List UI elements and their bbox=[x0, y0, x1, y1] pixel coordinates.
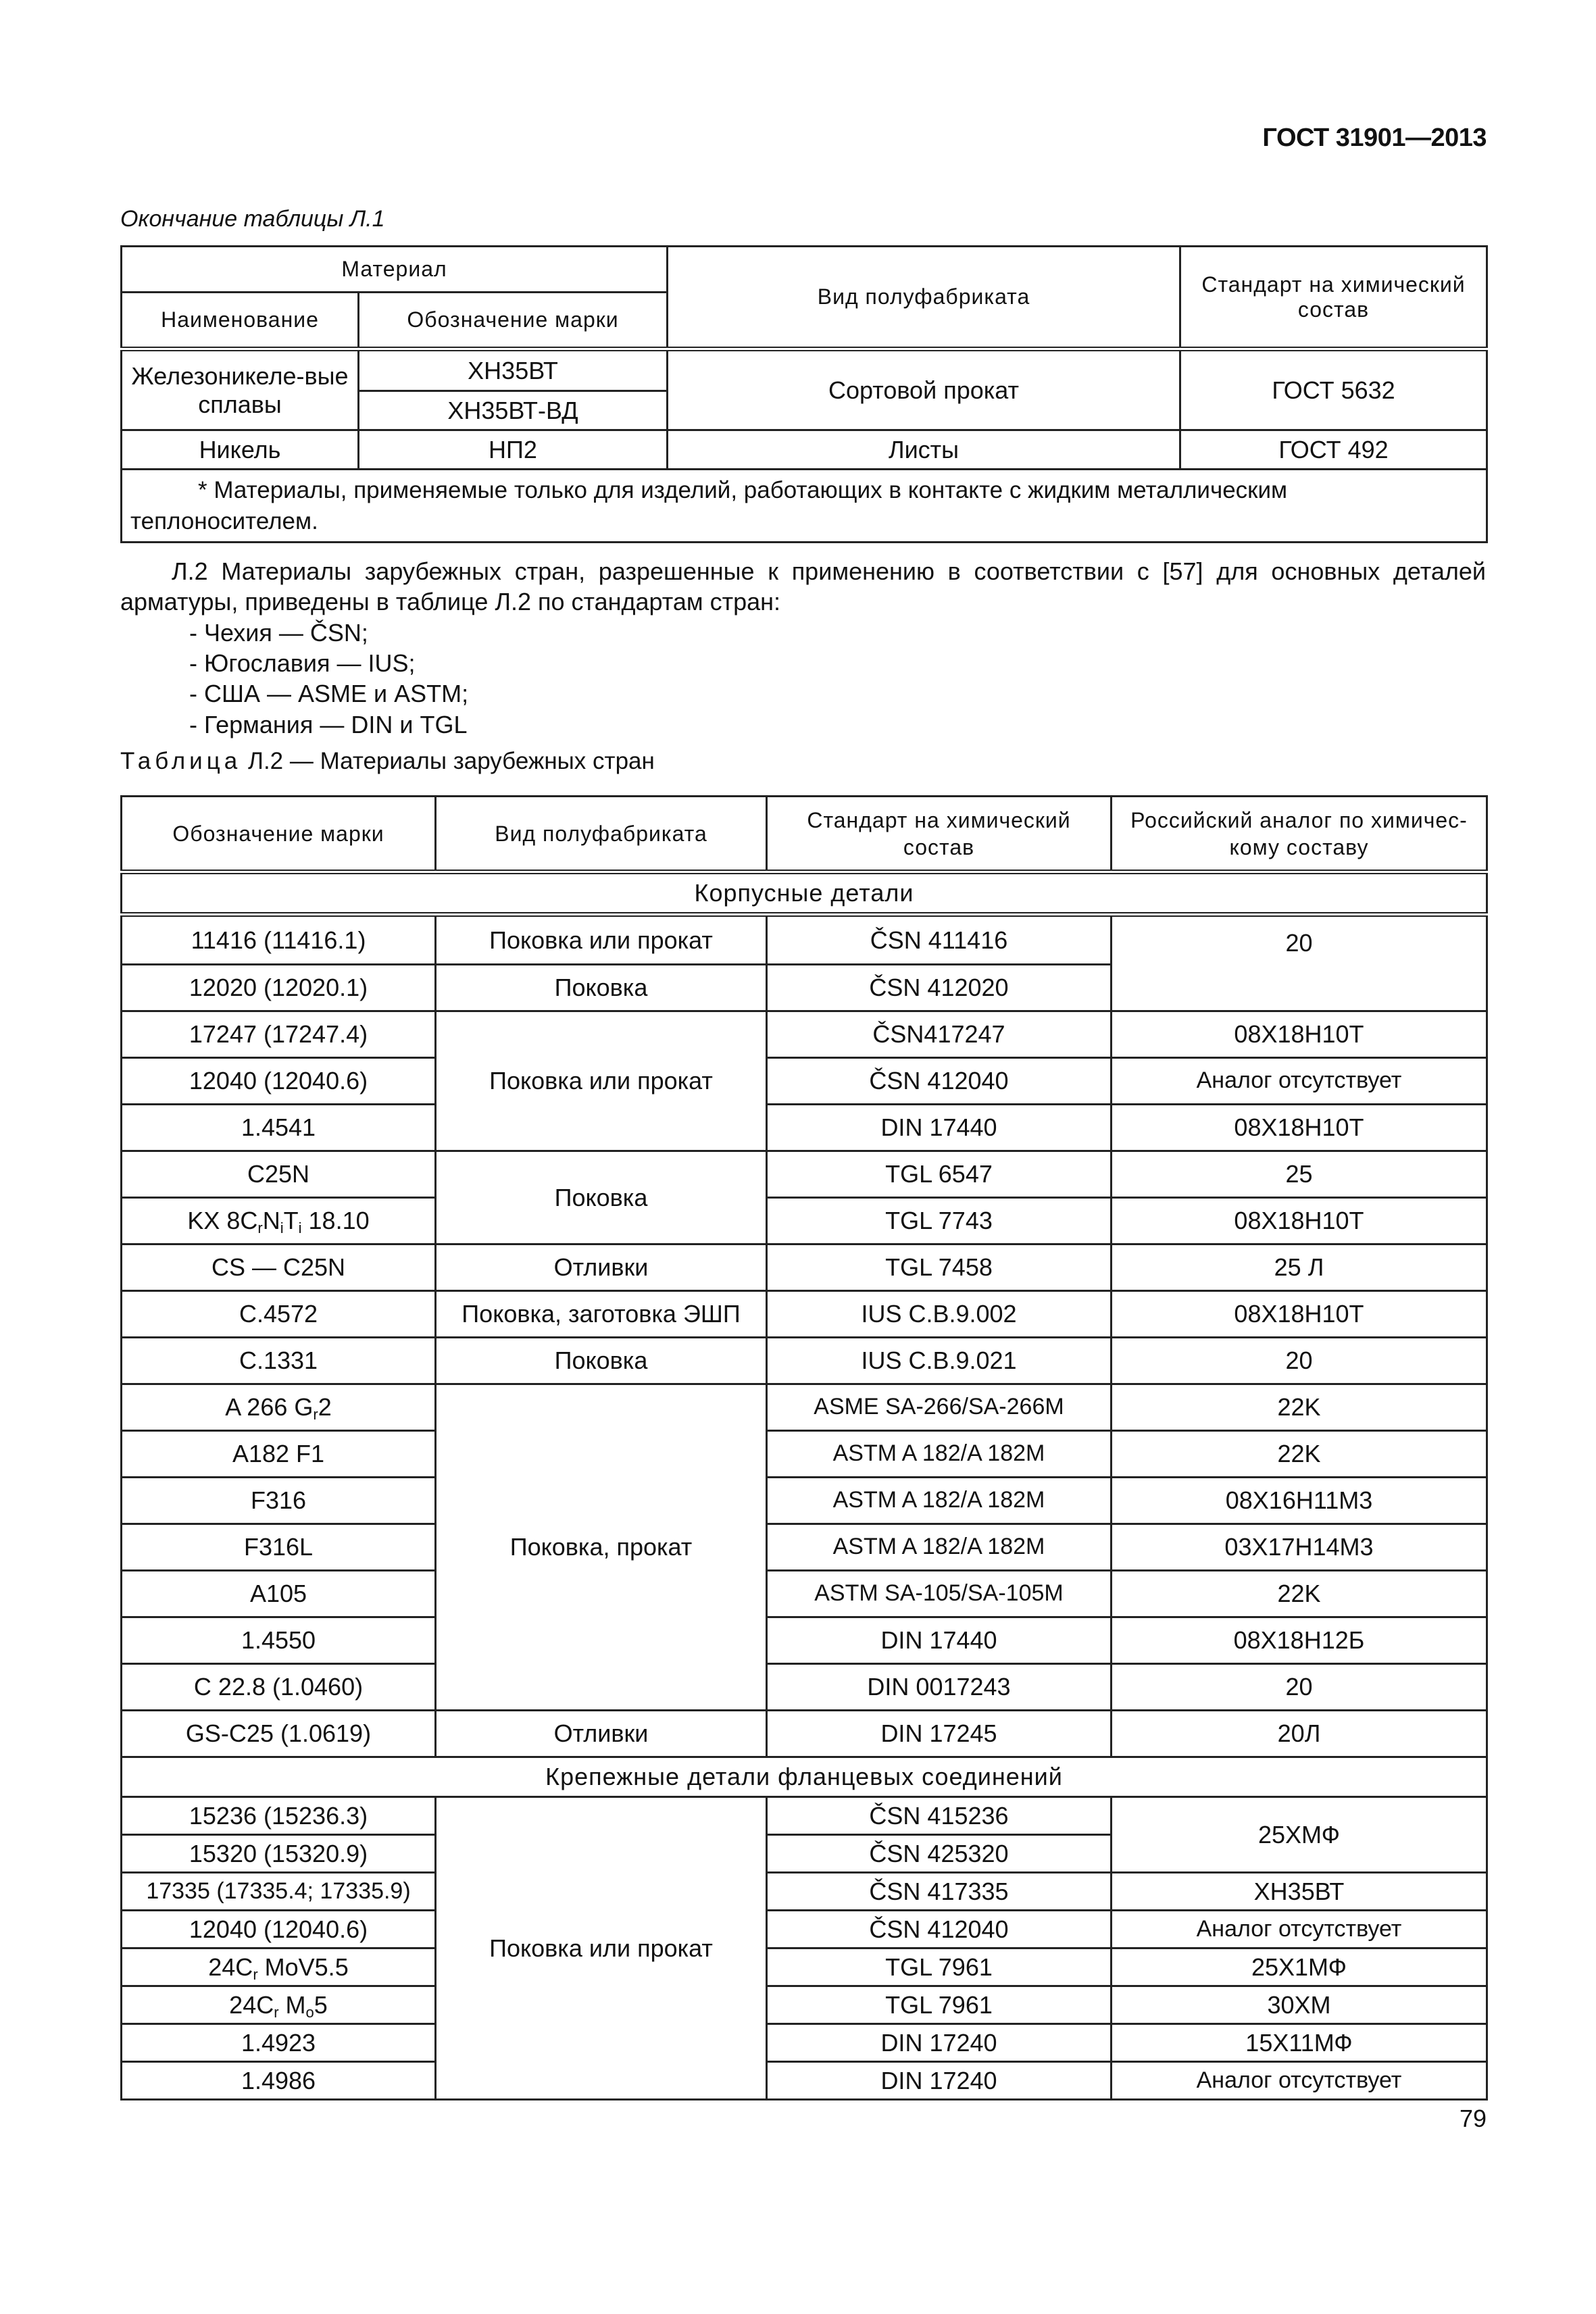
analog-cell: 08Х18Н10Т bbox=[1112, 1011, 1487, 1058]
analog-cell: 25Х1МФ bbox=[1112, 1948, 1487, 1986]
standard-cell: ČSN 412040 bbox=[767, 1058, 1112, 1105]
grade-subscript: r bbox=[313, 1406, 318, 1424]
product-cell: Поковка или прокат bbox=[436, 1011, 767, 1151]
standard-cell: IUS C.B.9.021 bbox=[767, 1338, 1112, 1384]
grade-text: A 266 G bbox=[225, 1393, 314, 1422]
standard-cell: TGL 7961 bbox=[767, 1948, 1112, 1986]
analog-cell: 25 bbox=[1112, 1151, 1487, 1198]
analog-cell: 20 bbox=[1112, 915, 1487, 1011]
standard-cell: ČSN 425320 bbox=[767, 1835, 1112, 1873]
section-header: Крепежные детали фланцевых соединений bbox=[122, 1757, 1487, 1797]
product-cell: Поковка или прокат bbox=[436, 915, 767, 965]
alloy-standard: ГОСТ 5632 bbox=[1180, 349, 1487, 430]
list-item: - Германия — DIN и TGL bbox=[189, 710, 468, 738]
standard-cell: TGL 6547 bbox=[767, 1151, 1112, 1198]
grade-cell: A105 bbox=[122, 1571, 436, 1617]
grade-text: 24C bbox=[208, 1953, 253, 1981]
table-l2 bbox=[120, 795, 1488, 2101]
grade-subscript: r bbox=[253, 1965, 258, 1983]
analog-cell: 03Х17Н14М3 bbox=[1112, 1524, 1487, 1571]
standard-cell: ASTM A 182/A 182M bbox=[767, 1478, 1112, 1524]
standard-cell: ČSN 411416 bbox=[767, 915, 1112, 965]
analog-cell: 20 bbox=[1112, 1338, 1487, 1384]
grade-cell: 1.4541 bbox=[122, 1105, 436, 1151]
list-item: - США — ASME и ASTM; bbox=[189, 680, 469, 708]
grade-cell bbox=[122, 1198, 436, 1244]
standard-cell: IUS C.B.9.002 bbox=[767, 1291, 1112, 1338]
grade-cell: 15320 (15320.9) bbox=[122, 1835, 436, 1873]
grade-cell: A182 F1 bbox=[122, 1431, 436, 1478]
caption-title: Л.2 — Материалы зарубежных стран bbox=[247, 748, 655, 774]
header-name: Наименование bbox=[122, 293, 359, 349]
table2-caption bbox=[120, 748, 655, 775]
paragraph-l2: Л.2 Материалы зарубежных стран, разрешенные к применению в соответствии с [57] для основных деталей арматуры, приведены в таблице Л.2 по стандартам стран: bbox=[120, 557, 1486, 616]
grade-cell: 17247 (17247.4) bbox=[122, 1011, 436, 1058]
standard-cell: DIN 17240 bbox=[767, 2024, 1112, 2062]
analog-cell: 08Х18Н10Т bbox=[1112, 1198, 1487, 1244]
section-header: Корпусные детали bbox=[122, 872, 1487, 915]
grade-text: N bbox=[262, 1207, 280, 1235]
grade-text: T bbox=[283, 1207, 299, 1235]
list-item: - Югославия — IUS; bbox=[189, 649, 416, 678]
standard-cell: ASTM A 182/A 182M bbox=[767, 1524, 1112, 1571]
grade-cell: F316L bbox=[122, 1524, 436, 1571]
analog-cell: Аналог отсутствует bbox=[1112, 2062, 1487, 2100]
header-grade: Обозначение марки bbox=[122, 797, 436, 872]
grade-subscript: i bbox=[298, 1219, 302, 1237]
list-item: - Чехия — ČSN; bbox=[189, 618, 368, 647]
alloy-grade: ХН35ВТ-ВД bbox=[359, 391, 668, 430]
footnote-text: * Материалы, применяемые только для изделий, работающих в контакте с жидким металлическим теплоносителем. bbox=[130, 477, 1288, 534]
analog-cell: 08Х18Н10Т bbox=[1112, 1291, 1487, 1338]
caption-prefix: Таблица bbox=[120, 748, 242, 774]
table-l1-end bbox=[120, 245, 1488, 543]
alloy-product: Сортовой прокат bbox=[668, 349, 1180, 430]
standard-cell: TGL 7458 bbox=[767, 1244, 1112, 1291]
grade-text: 5 bbox=[314, 1990, 328, 2019]
nickel-product: Листы bbox=[668, 430, 1180, 470]
grade-cell: F316 bbox=[122, 1478, 436, 1524]
standard-cell: DIN 17245 bbox=[767, 1711, 1112, 1757]
analog-cell: 15Х11МФ bbox=[1112, 2024, 1487, 2062]
standard-cell: ČSN 412020 bbox=[767, 965, 1112, 1011]
product-cell: Поковка bbox=[436, 965, 767, 1011]
header-product: Вид полуфабриката bbox=[436, 797, 767, 872]
product-cell: Поковка bbox=[436, 1151, 767, 1244]
standard-cell: DIN 0017243 bbox=[767, 1664, 1112, 1711]
nickel-grade: НП2 bbox=[359, 430, 668, 470]
grade-cell: 11416 (11416.1) bbox=[122, 915, 436, 965]
grade-cell: 1.4923 bbox=[122, 2024, 436, 2062]
analog-cell: 08Х18Н12Б bbox=[1112, 1617, 1487, 1664]
standard-cell: ČSN 412040 bbox=[767, 1911, 1112, 1948]
header-analog: Российский аналог по химичес-кому составу bbox=[1112, 797, 1487, 872]
standard-cell: DIN 17440 bbox=[767, 1617, 1112, 1664]
analog-cell: 25ХМФ bbox=[1112, 1797, 1487, 1873]
header-standard: Стандарт на химический состав bbox=[767, 797, 1112, 872]
analog-cell: 20 bbox=[1112, 1664, 1487, 1711]
analog-cell: Аналог отсутствует bbox=[1112, 1058, 1487, 1105]
nickel-name: Никель bbox=[122, 430, 359, 470]
standard-cell: ASME SA-266/SA-266M bbox=[767, 1384, 1112, 1431]
grade-text: 2 bbox=[318, 1393, 332, 1422]
standard-cell: ASTM A 182/A 182M bbox=[767, 1431, 1112, 1478]
product-cell: Поковка или прокат bbox=[436, 1797, 767, 2100]
grade-cell bbox=[122, 1948, 436, 1986]
grade-cell: C25N bbox=[122, 1151, 436, 1198]
nickel-standard: ГОСТ 492 bbox=[1180, 430, 1487, 470]
header-standard: Стандарт на химический состав bbox=[1180, 247, 1487, 349]
grade-subscript: r bbox=[274, 2003, 279, 2021]
grade-subscript: i bbox=[280, 1219, 284, 1237]
analog-cell: 25 Л bbox=[1112, 1244, 1487, 1291]
alloy-name: Железоникеле-вые сплавы bbox=[122, 349, 359, 430]
grade-cell: 12020 (12020.1) bbox=[122, 965, 436, 1011]
header-product: Вид полуфабриката bbox=[668, 247, 1180, 349]
grade-cell: GS-C25 (1.0619) bbox=[122, 1711, 436, 1757]
product-cell: Отливки bbox=[436, 1711, 767, 1757]
table1-caption: Окончание таблицы Л.1 bbox=[120, 206, 385, 232]
grade-cell: CS — C25N bbox=[122, 1244, 436, 1291]
analog-cell: 22K bbox=[1112, 1571, 1487, 1617]
product-cell: Поковка bbox=[436, 1338, 767, 1384]
standard-cell: DIN 17440 bbox=[767, 1105, 1112, 1151]
header-grade: Обозначение марки bbox=[359, 293, 668, 349]
product-cell: Поковка, заготовка ЭШП bbox=[436, 1291, 767, 1338]
grade-text: M bbox=[278, 1990, 306, 2019]
section-l2-text bbox=[120, 556, 1486, 740]
standard-cell: TGL 7743 bbox=[767, 1198, 1112, 1244]
analog-cell: Аналог отсутствует bbox=[1112, 1911, 1487, 1948]
standard-cell: ASTM SA-105/SA-105M bbox=[767, 1571, 1112, 1617]
grade-cell bbox=[122, 1384, 436, 1431]
standard-cell: ČSN417247 bbox=[767, 1011, 1112, 1058]
grade-cell: C 22.8 (1.0460) bbox=[122, 1664, 436, 1711]
analog-cell: 22K bbox=[1112, 1431, 1487, 1478]
header-material: Материал bbox=[122, 247, 668, 293]
analog-cell: 22K bbox=[1112, 1384, 1487, 1431]
grade-text: MoV5.5 bbox=[257, 1953, 349, 1981]
grade-cell: 1.4550 bbox=[122, 1617, 436, 1664]
analog-cell: 08Х16Н11М3 bbox=[1112, 1478, 1487, 1524]
analog-cell: 08Х18Н10Т bbox=[1112, 1105, 1487, 1151]
table-footnote bbox=[122, 470, 1487, 543]
document-standard-number: ГОСТ 31901—2013 bbox=[1262, 124, 1487, 152]
analog-cell: 20Л bbox=[1112, 1711, 1487, 1757]
standard-cell: ČSN 415236 bbox=[767, 1797, 1112, 1835]
grade-cell: С.1331 bbox=[122, 1338, 436, 1384]
grade-subscript: o bbox=[305, 2003, 314, 2021]
grade-text: 24C bbox=[229, 1990, 274, 2019]
standard-cell: TGL 7961 bbox=[767, 1986, 1112, 2024]
product-cell: Поковка, прокат bbox=[436, 1384, 767, 1711]
grade-cell: 15236 (15236.3) bbox=[122, 1797, 436, 1835]
standard-cell: DIN 17240 bbox=[767, 2062, 1112, 2100]
grade-subscript: r bbox=[257, 1219, 263, 1237]
grade-cell: 12040 (12040.6) bbox=[122, 1058, 436, 1105]
analog-cell: 30ХМ bbox=[1112, 1986, 1487, 2024]
product-cell: Отливки bbox=[436, 1244, 767, 1291]
page-number: 79 bbox=[1459, 2105, 1487, 2132]
grade-cell bbox=[122, 1986, 436, 2024]
alloy-grade: ХН35ВТ bbox=[359, 349, 668, 391]
grade-text: 18.10 bbox=[301, 1207, 370, 1235]
grade-text: KX 8C bbox=[187, 1207, 258, 1235]
grade-cell: 1.4986 bbox=[122, 2062, 436, 2100]
standard-cell: ČSN 417335 bbox=[767, 1873, 1112, 1911]
grade-cell: 12040 (12040.6) bbox=[122, 1911, 436, 1948]
analog-cell: ХН35ВТ bbox=[1112, 1873, 1487, 1911]
grade-cell: С.4572 bbox=[122, 1291, 436, 1338]
grade-cell: 17335 (17335.4; 17335.9) bbox=[122, 1873, 436, 1911]
